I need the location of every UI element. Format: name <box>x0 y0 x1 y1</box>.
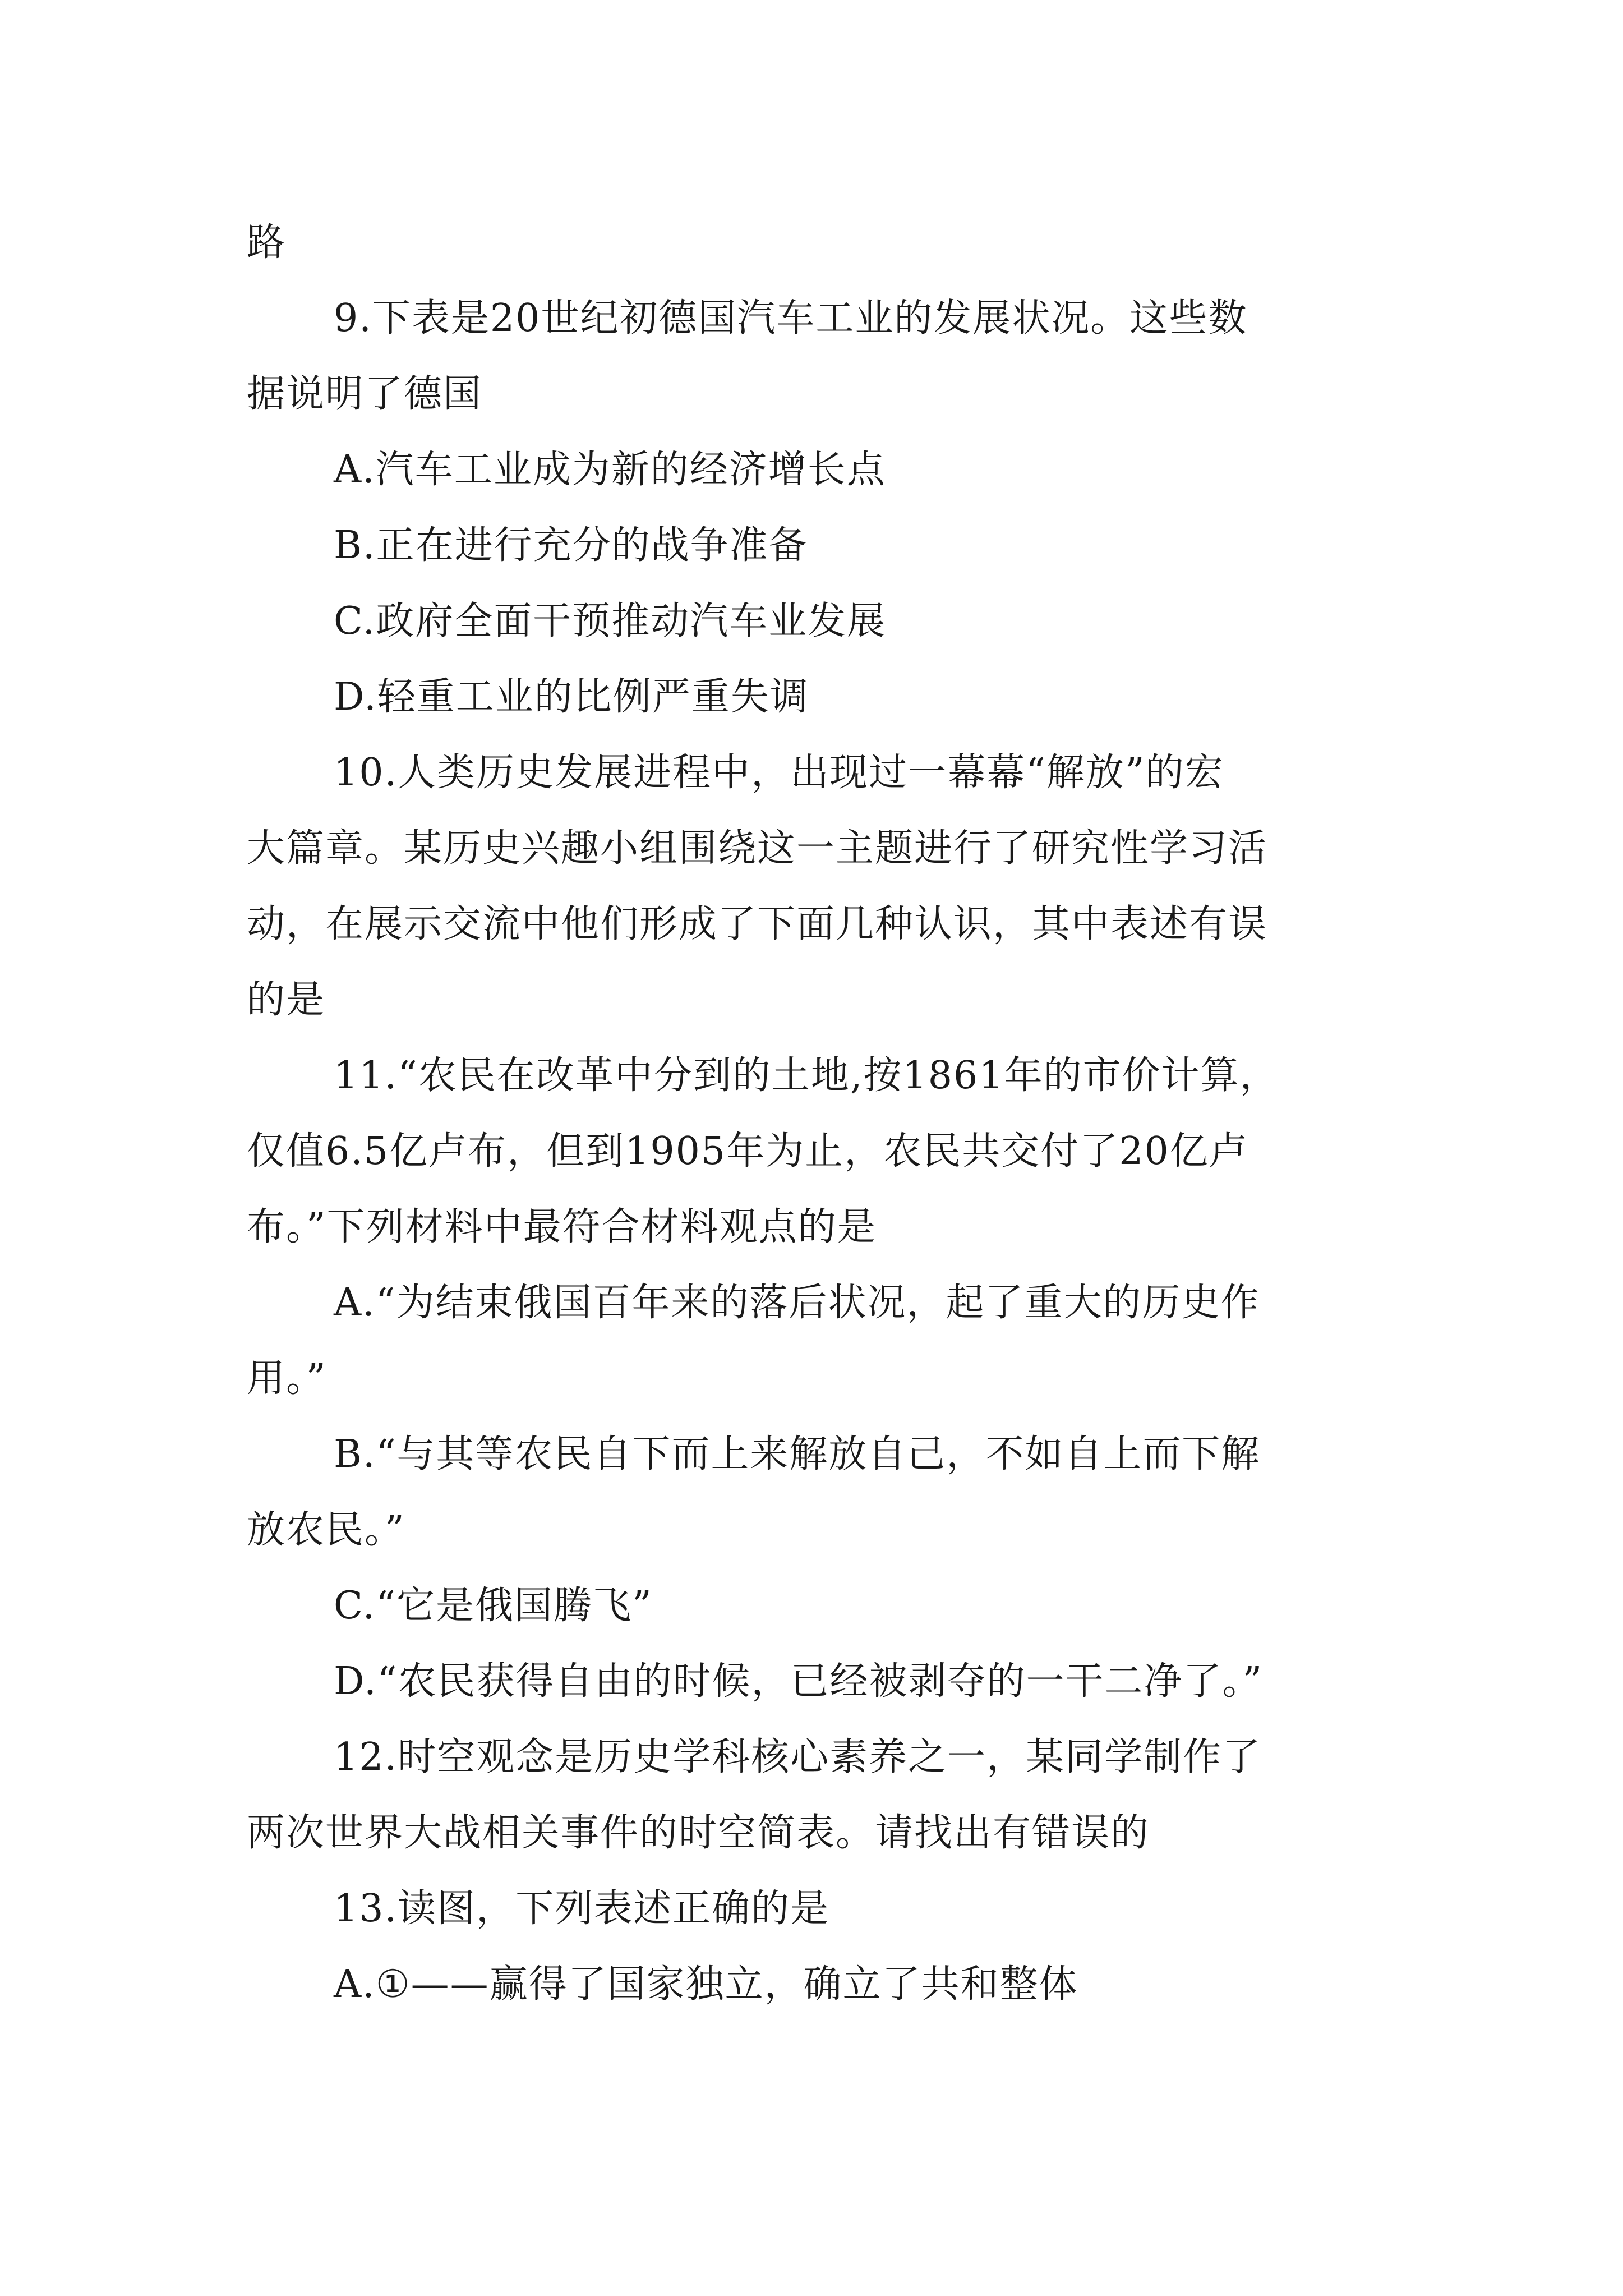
question-12-stem-cont: 两次世界大战相关事件的时空简表。请找出有错误的 <box>247 1811 1150 1855</box>
question-9-option-d: D.轻重工业的比例严重失调 <box>334 675 809 719</box>
question-10-stem-cont: 大篇章。某历史兴趣小组围绕这一主题进行了研究性学习活 <box>247 826 1268 871</box>
question-9-option-c: C.政府全面干预推动汽车业发展 <box>334 599 887 643</box>
question-9-option-a: A.汽车工业成为新的经济增长点 <box>334 448 886 492</box>
question-11-stem-cont: 布。”下列材料中最符合材料观点的是 <box>247 1205 877 1249</box>
text-line: 路 <box>247 220 287 265</box>
question-11-option-b-cont: 放农民。” <box>247 1508 405 1552</box>
question-10-stem-cont: 的是 <box>247 978 326 1022</box>
question-11-stem: 11.“农民在改革中分到的土地,按1861年的市价计算， <box>334 1053 1279 1098</box>
question-13-option-a: A.①——赢得了国家独立，确立了共和整体 <box>334 1962 1078 2007</box>
question-11-option-a-cont: 用。” <box>247 1356 327 1401</box>
question-11-option-d: D.“农民获得自由的时候，已经被剥夺的一干二净了。” <box>334 1659 1264 1704</box>
question-9-option-b: B.正在进行充分的战争准备 <box>334 523 808 568</box>
question-10-stem-cont: 动，在展示交流中他们形成了下面几种认识，其中表述有误 <box>247 902 1268 946</box>
question-9-stem: 9.下表是20世纪初德国汽车工业的发展状况。这些数 <box>334 296 1248 341</box>
question-10-stem: 10.人类历史发展进程中，出现过一幕幕“解放”的宏 <box>334 751 1224 795</box>
question-11-option-c: C.“它是俄国腾飞” <box>334 1584 653 1628</box>
question-11-stem-cont: 仅值6.5亿卢布，但到1905年为止，农民共交付了20亿卢 <box>247 1129 1248 1174</box>
question-9-stem-cont: 据说明了德国 <box>247 372 483 416</box>
question-13-stem: 13.读图，下列表述正确的是 <box>334 1887 830 1931</box>
question-11-option-b: B.“与其等农民自下而上来解放自己，不如自上而下解 <box>334 1432 1261 1476</box>
question-12-stem: 12.时空观念是历史学科核心素养之一，某同学制作了 <box>334 1735 1262 1779</box>
question-11-option-a: A.“为结束俄国百年来的落后状况，起了重大的历史作 <box>334 1281 1260 1325</box>
